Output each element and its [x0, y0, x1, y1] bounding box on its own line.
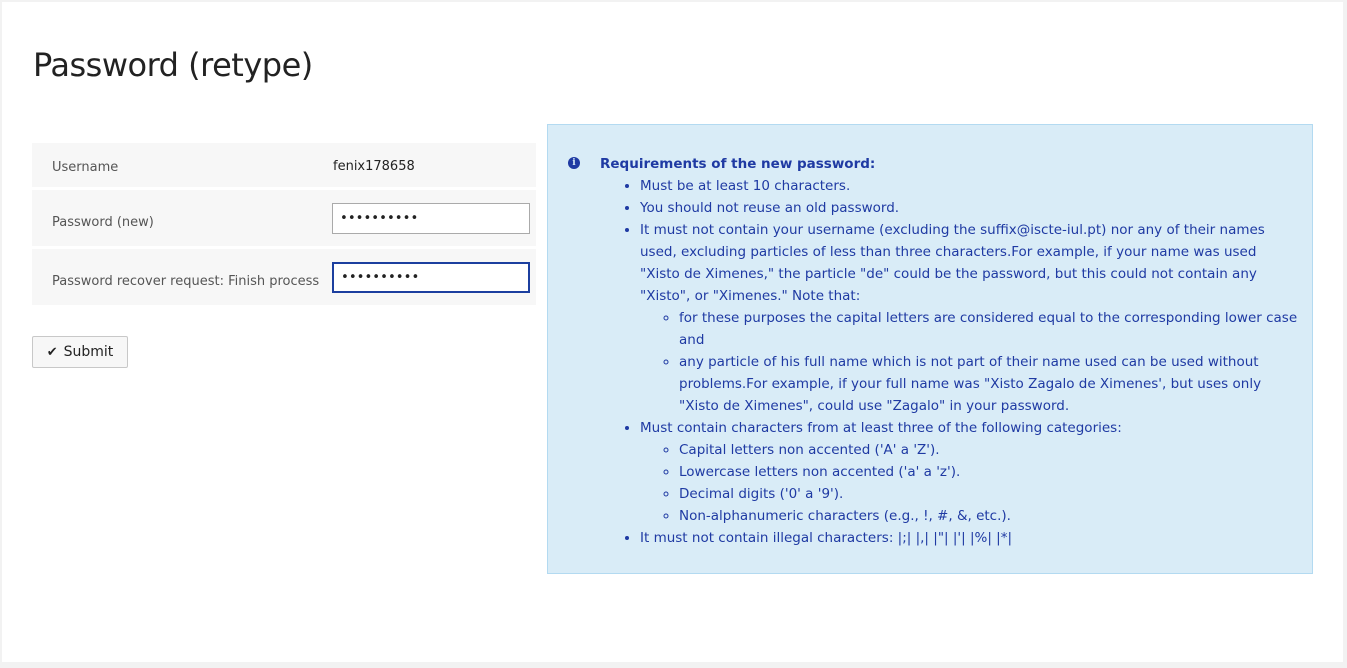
- category-item: ◦ Capital letters non accented ('A' a 'Z').: [679, 439, 1300, 461]
- name-note-item: ◦ any particle of his full name which is not part of their name used can be used without problems.For example, if your full name was "Xisto Zagalo de Ximenes', but uses only "Xisto de Ximenes", could use "Zagalo" in your password.: [679, 351, 1300, 417]
- requirements-list: [640, 175, 1300, 549]
- name-note-item: ◦ for these purposes the capital letters are considered equal to the corresponding lower case and: [679, 307, 1300, 351]
- password-form: [32, 143, 536, 308]
- password-new-label: Password (new): [52, 215, 154, 230]
- page: [2, 2, 1343, 662]
- username-row: [32, 143, 536, 190]
- category-item: ◦ Non-alphanumeric characters (e.g., !, #, &, etc.).: [679, 505, 1300, 527]
- requirement-item: • Must be at least 10 characters.: [640, 175, 1300, 197]
- categories-list: [640, 439, 1300, 527]
- password-retype-row: [32, 249, 536, 308]
- password-retype-input[interactable]: [332, 262, 530, 293]
- category-item: ◦ Lowercase letters non accented ('a' a 'z').: [679, 461, 1300, 483]
- submit-label: Submit: [63, 344, 114, 360]
- requirement-item: • It must not contain illegal characters: |;| |,| |"| |'| |%| |*|: [640, 527, 1300, 549]
- password-new-input[interactable]: [332, 203, 530, 234]
- page-title: Password (retype): [33, 46, 313, 84]
- requirement-text: Must contain characters from at least three of the following categories:: [640, 420, 1122, 436]
- requirement-item: [640, 219, 1300, 417]
- name-notes-list: [640, 307, 1300, 417]
- username-label: Username: [52, 160, 119, 175]
- requirement-item: [640, 417, 1300, 527]
- category-item: ◦ Decimal digits ('0' a '9').: [679, 483, 1300, 505]
- requirement-item: • You should not reuse an old password.: [640, 197, 1300, 219]
- password-retype-label: Password recover request: Finish process: [52, 274, 320, 289]
- password-requirements-panel: [547, 124, 1313, 574]
- check-icon: ✔: [46, 344, 58, 360]
- requirement-text: It must not contain your username (excluding the suffix@iscte-iul.pt) nor any of their names used, excluding particles of less than three characters.For example, if your name was used "Xisto de Ximenes," the particle "de" could be the password, but this could not contain any "Xisto", or "Ximenes." Note that:: [640, 222, 1265, 304]
- info-circle-icon: i: [568, 157, 580, 169]
- password-new-row: [32, 190, 536, 249]
- submit-button[interactable]: [32, 336, 128, 368]
- username-value: fenix178658: [333, 159, 415, 174]
- requirements-heading: Requirements of the new password:: [600, 156, 876, 172]
